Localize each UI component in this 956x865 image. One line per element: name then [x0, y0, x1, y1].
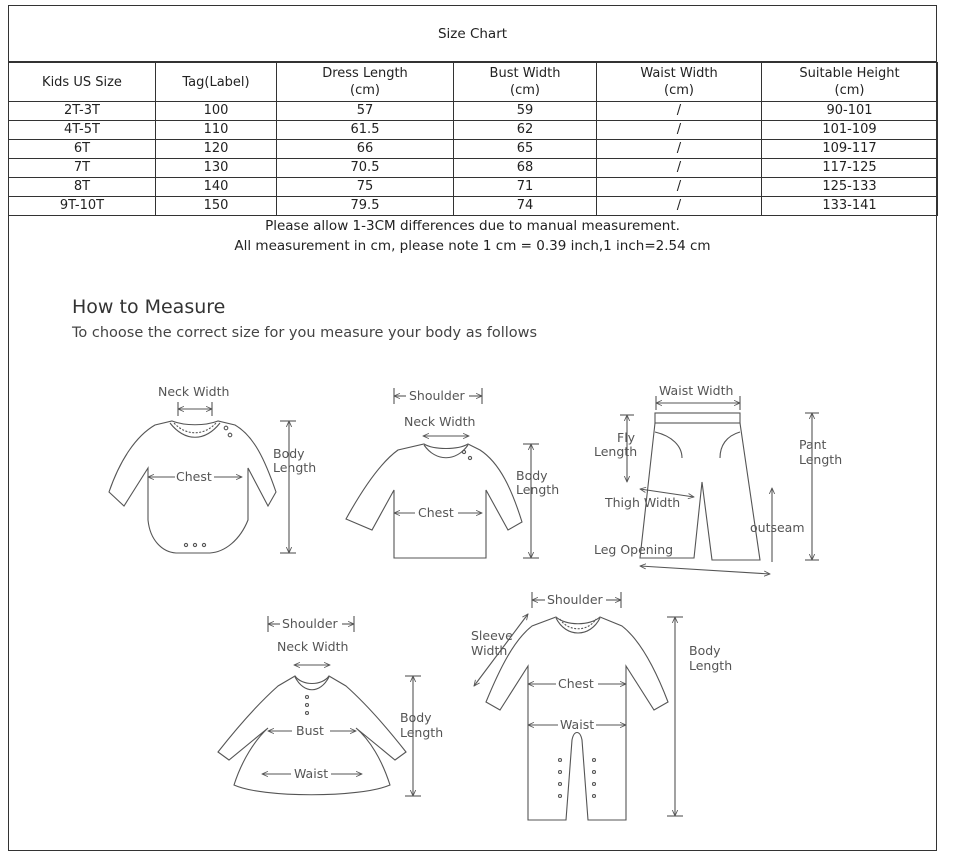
table-cell: 90-101	[762, 102, 938, 121]
table-cell: 140	[156, 178, 277, 197]
romper-length-label: Length	[689, 658, 733, 673]
table-cell: /	[597, 102, 762, 121]
table-cell: 101-109	[762, 121, 938, 140]
table-cell: /	[597, 121, 762, 140]
table-cell: 61.5	[277, 121, 454, 140]
table-cell: 6T	[9, 140, 156, 159]
dress-bust-label: Bust	[296, 723, 324, 738]
romper-waist-label: Waist	[560, 717, 595, 732]
pants-waist-width-label: Waist Width	[659, 383, 734, 398]
table-cell: /	[597, 178, 762, 197]
table-cell: 7T	[9, 159, 156, 178]
table-cell: /	[597, 197, 762, 216]
dress-waist-label: Waist	[294, 766, 329, 781]
header-tag-label: Tag(Label)	[156, 63, 277, 102]
table-cell: 57	[277, 102, 454, 121]
dress-length-label: Length	[400, 725, 444, 740]
header-waist-width: Waist Width (cm)	[597, 63, 762, 102]
table-cell: 130	[156, 159, 277, 178]
header-bust-width: Bust Width (cm)	[454, 63, 597, 102]
table-cell: 109-117	[762, 140, 938, 159]
note-unit-conversion: All measurement in cm, please note 1 cm = 0.39 inch,1 inch=2.54 cm	[234, 238, 711, 254]
table-cell: 75	[277, 178, 454, 197]
table-cell: 68	[454, 159, 597, 178]
header-suitable-height: Suitable Height (cm)	[762, 63, 938, 102]
header-kids-us-size: Kids US Size	[9, 63, 156, 102]
chart-title: Size Chart	[9, 6, 936, 62]
table-cell: 8T	[9, 178, 156, 197]
table-cell: 120	[156, 140, 277, 159]
shirt-chest-label: Chest	[418, 505, 454, 520]
bodysuit-length-label: Length	[273, 460, 317, 475]
dress-shoulder-label: Shoulder	[282, 616, 338, 631]
table-cell: 59	[454, 102, 597, 121]
table-cell: 100	[156, 102, 277, 121]
pants-fly-label: Fly	[617, 430, 636, 445]
romper-diagram	[474, 592, 683, 820]
dress-body-label: Body	[400, 710, 432, 725]
pants-leg-opening-label: Leg Opening	[594, 542, 674, 557]
how-to-measure-title: How to Measure	[72, 296, 226, 318]
table-cell: 62	[454, 121, 597, 140]
table-cell: 117-125	[762, 159, 938, 178]
bodysuit-body-label: Body	[273, 446, 305, 461]
romper-body-label: Body	[689, 643, 721, 658]
bodysuit-chest-label: Chest	[176, 469, 212, 484]
romper-shoulder-label: Shoulder	[547, 592, 603, 607]
table-cell: 125-133	[762, 178, 938, 197]
shirt-length-label: Length	[516, 482, 560, 497]
header-dress-length: Dress Length (cm)	[277, 63, 454, 102]
romper-sleeve-label: Sleeve	[471, 628, 513, 643]
table-cell: 71	[454, 178, 597, 197]
table-cell: /	[597, 159, 762, 178]
pants-outseam-label: outseam	[750, 520, 805, 535]
table-cell: 4T-5T	[9, 121, 156, 140]
table-cell: 133-141	[762, 197, 938, 216]
romper-width-label: Width	[471, 643, 508, 658]
table-cell: 74	[454, 197, 597, 216]
pants-length-label: Length	[594, 444, 638, 459]
pants-thigh-width-label: Thigh Width	[605, 495, 681, 510]
table-cell: 66	[277, 140, 454, 159]
pants-pant-label: Pant	[799, 437, 827, 452]
table-cell: 70.5	[277, 159, 454, 178]
bodysuit-neck-width-label: Neck Width	[158, 384, 230, 399]
table-cell: 65	[454, 140, 597, 159]
table-cell: 2T-3T	[9, 102, 156, 121]
table-cell: 79.5	[277, 197, 454, 216]
dress-neck-width-label: Neck Width	[277, 639, 349, 654]
romper-chest-label: Chest	[558, 676, 594, 691]
shirt-neck-width-label: Neck Width	[404, 414, 476, 429]
pants-pant-length-label: Length	[799, 452, 843, 467]
table-cell: 150	[156, 197, 277, 216]
shirt-body-label: Body	[516, 468, 548, 483]
table-cell: /	[597, 140, 762, 159]
how-to-measure-subtitle: To choose the correct size for you measure your body as follows	[72, 325, 538, 341]
table-cell: 110	[156, 121, 277, 140]
shirt-shoulder-label: Shoulder	[409, 388, 465, 403]
table-cell: 9T-10T	[9, 197, 156, 216]
note-measurement-difference: Please allow 1-3CM differences due to manual measurement.	[265, 218, 680, 234]
